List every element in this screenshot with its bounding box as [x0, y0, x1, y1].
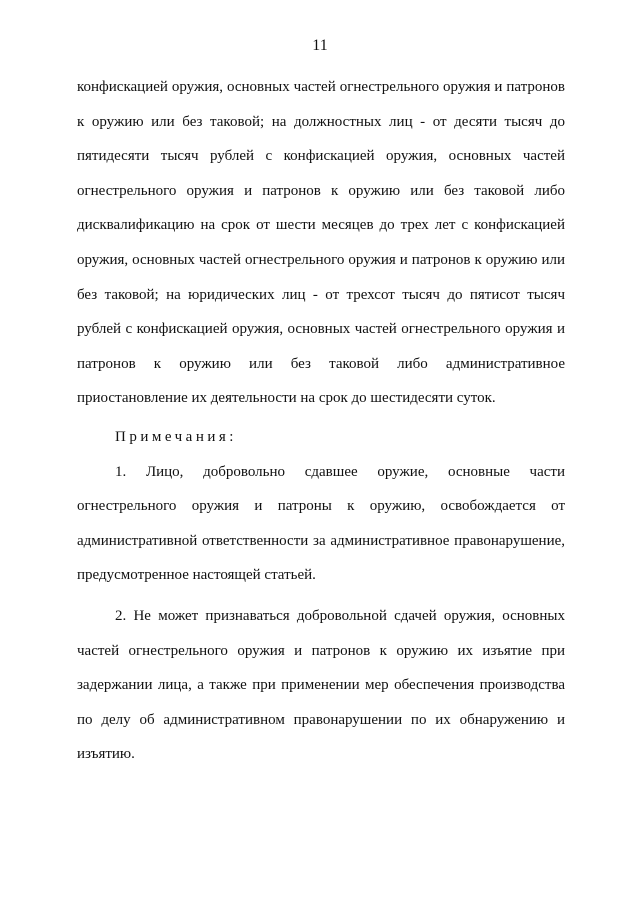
note-item-2: 2. Не может признаваться добровольной сдачей оружия, основных частей огнестрельного оружия и патронов к оружию их изъятие при задержании лица, а также при применении мер обеспечения производства по делу об административном правонарушении по их обнаружению и изъятию.	[77, 607, 565, 763]
note-item-1: 1. Лицо, добровольно сдавшее оружие, основные части огнестрельного оружия и патроны к оружию, освобождается от административной ответственности за административное правонарушение, предусмотренное настоящей статьей.	[77, 463, 565, 584]
document-body	[77, 70, 565, 772]
notes-heading: Примечания:	[115, 428, 237, 445]
page-number: 11	[312, 37, 328, 54]
body-paragraph: конфискацией оружия, основных частей огнестрельного оружия и патронов к оружию или без таковой; на должностных лиц - от десяти тысяч до пятидесяти тысяч рублей с конфискацией оружия, основных частей огнестрельного оружия и патронов к оружию или без таковой либо дисквалификацию на срок от шести месяцев до трех лет с конфискацией оружия, основных частей огнестрельного оружия и патронов к оружию или без таковой; на юридических лиц - от трехсот тысяч до пятисот тысяч рублей с конфискацией оружия, основных частей огнестрельного оружия и патронов к оружию или без таковой либо административное приостановление их деятельности на срок до шестидесяти суток.	[77, 79, 565, 407]
